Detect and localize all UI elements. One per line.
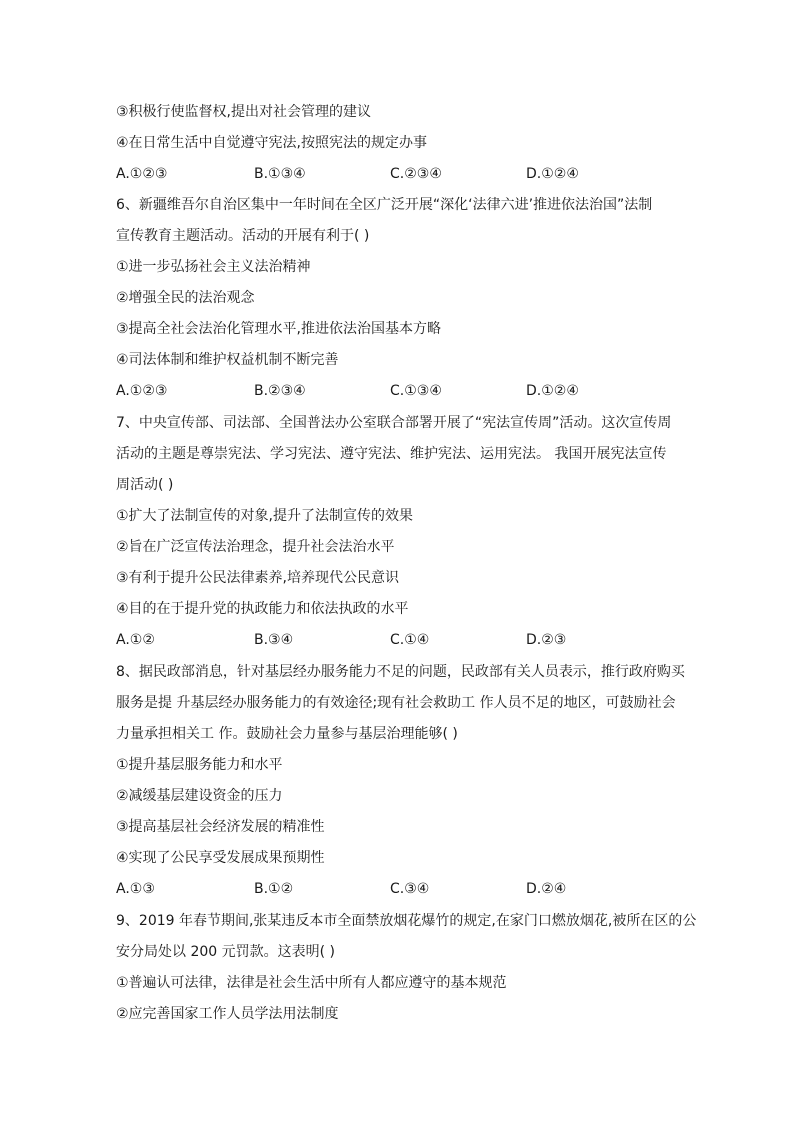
q8-stem-line-1: 8、据民政部消息，针对基层经办服务能力不足的问题，民政部有关人员表示，推行政府购买 [116,664,685,680]
q7-option-c: C.①④ [390,632,430,648]
q7-choice-4: ④目的在于提升党的执政能力和依法执政的水平 [116,601,409,617]
q7-option-b: B.③④ [254,632,294,648]
q8-stem-line-3: 力量承担相关工 作。鼓励社会力量参与基层治理能够( ) [116,726,458,742]
q5-option-d: D.①②④ [526,166,579,182]
q9-choice-2: ②应完善国家工作人员学法用法制度 [116,1006,339,1022]
q8-choice-2: ②减缓基层建设资金的压力 [116,788,283,804]
q5-choice-4: ④在日常生活中自觉遵守宪法,按照宪法的规定办事 [116,135,427,151]
q6-option-c: C.①③④ [390,383,442,399]
q6-choice-1: ①进一步弘扬社会主义法治精神 [116,259,311,275]
q7-choice-1: ①扩大了法制宣传的对象,提升了法制宣传的效果 [116,508,413,524]
q7-choice-3: ③有利于提升公民法律素养,培养现代公民意识 [116,570,399,586]
q6-stem-line-1: 6、新疆维吾尔自治区集中一年时间在全区广泛开展“深化‘法律六进’推进依法治国”法制 [116,197,653,213]
q9-choice-1: ①普遍认可法律，法律是社会生活中所有人都应遵守的基本规范 [116,975,507,991]
q9-stem-line-2: 安分局处以 200 元罚款。这表明( ) [116,944,335,960]
q5-options [116,164,696,184]
q5-option-c: C.②③④ [390,166,442,182]
q6-options [116,381,696,401]
q7-stem-line-2: 活动的主题是尊崇宪法、学习宪法、遵守宪法、维护宪法、运用宪法。 我国开展宪法宣传 [116,446,667,462]
q7-choice-2: ②旨在广泛宣传法治理念，提升社会法治水平 [116,539,395,555]
q7-option-d: D.②③ [526,632,567,648]
q7-option-a: A.①② [116,632,155,648]
q7-stem-line-1: 7、中央宣传部、司法部、全国普法办公室联合部署开展了“宪法宣传周”活动。这次宣传周 [116,415,672,431]
q5-option-a: A.①②③ [116,166,168,182]
q8-stem-line-2: 服务是提 升基层经办服务能力的有效途径;现有社会救助工 作人员不足的地区，可鼓励社会 [116,695,676,711]
q7-options [116,630,696,650]
q5-choice-3: ③积极行使监督权,提出对社会管理的建议 [116,104,371,120]
q9-stem-line-1: 9、2019 年春节期间,张某违反本市全面禁放烟花爆竹的规定,在家门口燃放烟花,被所在区的公 [116,913,697,929]
q8-option-c: C.③④ [390,881,430,897]
q8-choice-1: ①提升基层服务能力和水平 [116,757,283,773]
q8-option-a: A.①③ [116,881,155,897]
q6-choice-3: ③提高全社会法治化管理水平,推进依法治国基本方略 [116,321,441,337]
q8-choice-4: ④实现了公民享受发展成果预期性 [116,850,325,866]
q8-option-d: D.②④ [526,881,567,897]
q6-choice-2: ②增强全民的法治观念 [116,290,255,306]
q6-choice-4: ④司法体制和维护权益机制不断完善 [116,352,339,368]
q6-option-b: B.②③④ [254,383,306,399]
q8-options [116,879,696,899]
q8-option-b: B.①② [254,881,294,897]
q6-option-d: D.①②④ [526,383,579,399]
q5-option-b: B.①③④ [254,166,306,182]
q7-stem-line-3: 周活动( ) [116,477,174,493]
q8-choice-3: ③提高基层社会经济发展的精准性 [116,819,325,835]
q6-option-a: A.①②③ [116,383,168,399]
q6-stem-line-2: 宣传教育主题活动。活动的开展有利于( ) [116,228,370,244]
